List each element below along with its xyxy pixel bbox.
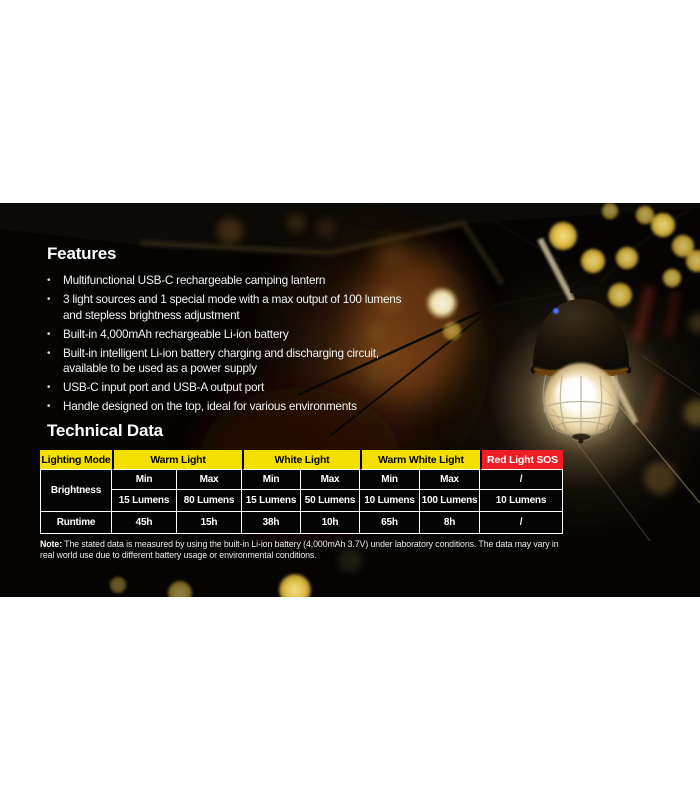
feature-item: • 3 light sources and 1 special mode with a max output of 100 lumens and stepless brightness adjustment (47, 292, 402, 322)
feature-item (47, 327, 487, 343)
footnote-label: Note: (40, 539, 62, 549)
cell-lumens: 15 Lumens (112, 490, 177, 512)
bullet-icon: • (47, 382, 51, 393)
cell-lumens: 15 Lumens (242, 490, 301, 512)
cell-runtime: 15h (177, 512, 242, 534)
col-header-lighting-mode: Lighting Mode (40, 450, 112, 470)
row-label-brightness: Brightness (40, 470, 112, 512)
cell-runtime: 45h (112, 512, 177, 534)
bullet-icon: • (47, 347, 51, 359)
cell-lumens: 50 Lumens (301, 490, 360, 512)
cell-runtime: 10h (301, 512, 360, 534)
footnote-line1: The stated data is measured by using the built-in Li-ion battery (4,000mAh 3.7V) under laboratory conditions. The data may vary in (64, 539, 559, 549)
cell-lumens: 10 Lumens (480, 490, 563, 512)
cell-min-max: Max (301, 470, 360, 490)
cell-min-max: Min (242, 470, 301, 490)
feature-item (47, 399, 487, 415)
bullet-icon: • (47, 328, 51, 340)
cell-lumens: 80 Lumens (177, 490, 242, 512)
features-heading: Features (47, 244, 117, 263)
cell-min-max: Max (420, 470, 480, 490)
row-label-runtime: Runtime (40, 512, 112, 534)
footnote (40, 539, 676, 561)
cell-runtime: 38h (242, 512, 301, 534)
cell-lumens: 10 Lumens (360, 490, 420, 512)
feature-text: Built-in 4,000mAh rechargeable Li-ion battery (63, 326, 289, 341)
cell-min-max: Max (177, 470, 242, 490)
col-header-white-light: White Light (242, 450, 360, 470)
feature-text: Multifunctional USB-C rechargeable camping lantern (63, 273, 326, 287)
feature-item: • Built-in intelligent Li-ion battery charging and discharging circuit, available to be used as a power supply (47, 345, 379, 375)
technical-data-heading: Technical Data (47, 421, 163, 440)
feature-item (47, 380, 487, 396)
cell-runtime: / (480, 512, 563, 534)
cell-min-max: Min (112, 470, 177, 490)
cell-runtime: 8h (420, 512, 480, 534)
col-header-warm-white-light: Warm White Light (360, 450, 480, 470)
footnote-line2: real world use due to different battery usage or environmental conditions. (40, 550, 317, 560)
col-header-warm-light: Warm Light (112, 450, 242, 470)
cell-lumens: 100 Lumens (420, 490, 480, 512)
feature-text: USB-C input port and USB-A output port (63, 380, 264, 394)
cell-runtime: 65h (360, 512, 420, 534)
cell-min-max: / (480, 470, 563, 490)
technical-data-table (40, 450, 563, 534)
feature-text: Built-in intelligent Li-ion battery charging and discharging circuit, (63, 345, 379, 360)
bullet-icon: • (47, 294, 51, 305)
features-list (47, 273, 487, 418)
bullet-icon: • (47, 275, 51, 286)
feature-text: 3 light sources and 1 special mode with a max output of 100 lumens (63, 292, 402, 306)
feature-text: Handle designed on the top, ideal for various environments (63, 399, 357, 413)
feature-item (47, 273, 487, 289)
cell-min-max: Min (360, 470, 420, 490)
col-header-red-light-sos: Red Light SOS (480, 450, 563, 470)
bullet-icon: • (47, 401, 51, 412)
